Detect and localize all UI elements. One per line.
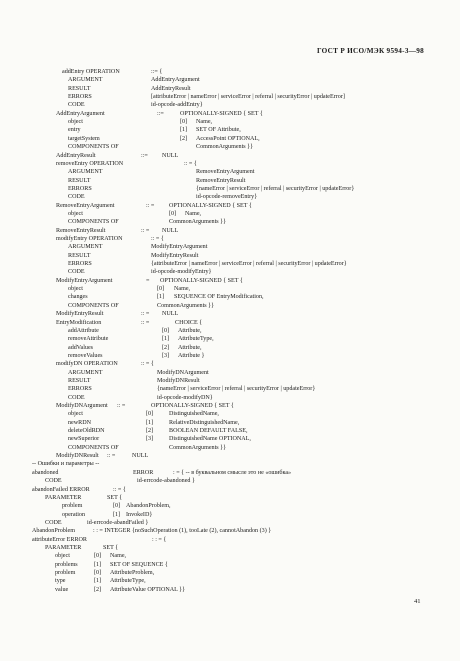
listing-token: CODE [68,394,85,401]
listing-token: id-opcode-addEntry} [151,102,203,109]
listing-token: SET { [107,494,123,501]
listing-token: CODE [68,269,85,276]
listing-token: CommonArguments }} [169,444,227,451]
listing-token: AddEntryArgument [151,77,200,84]
listing-token: object [55,553,70,560]
listing-token: operation [62,511,86,518]
listing-token: NULL [162,227,179,234]
standard-header: ГОСТ Р ИСО/МЭК 9594-3—98 [316,47,424,55]
listing-token: PARAMETER [45,545,82,551]
listing-token: [2] [162,344,170,351]
listing-token: : = { -- в буквальном смысле это не «ошибка» [173,469,292,476]
listing-token: Attribute, [178,344,202,351]
listing-token: :: = [141,319,150,326]
listing-token: AbandonProblem [32,528,75,535]
listing-token: ERRORS [68,386,92,393]
listing-token: newRDN [68,419,92,426]
listing-token: object [68,119,83,126]
listing-token: [0] [94,553,102,560]
listing-token: RESULT [68,177,91,184]
listing-token: abandoned [32,469,59,476]
listing-token: COMPONENTS OF [68,302,119,309]
listing-token: [0] [162,327,170,334]
listing-token: NULL [132,453,149,460]
listing-token: EntryModification [56,319,102,326]
listing-token: removeEntry OPERATION [56,160,124,167]
listing-token: newSuperior [68,436,100,443]
listing-token: CommonArguments }} [196,144,254,151]
listing-token: id-errcode-abandoned } [137,478,195,485]
listing-token: [1] [162,336,170,343]
listing-token: AddEntryResult [56,152,96,159]
listing-token: [1] [94,578,102,585]
listing-token: Name, [196,119,213,126]
listing-token: OPTIONALLY-SIGNED { SET { [151,403,234,409]
listing-token: DistinguishedName, [169,411,219,418]
listing-token: {attributeError | nameError | serviceError | referral | securityError | updateError} [151,261,347,267]
listing-token: OPTIONALLY-SIGNED { SET { [169,202,252,209]
listing-token: [0] [169,210,177,217]
listing-token: [0] [157,286,165,293]
listing-token: SET OF Attribute, [196,127,241,134]
listing-token: targetSystem [68,135,100,142]
listing-token: RemoveEntryResult [56,227,106,234]
listing-token: Name, [185,210,202,217]
listing-token: addEntry OPERATION [62,69,120,75]
listing-token: ARGUMENT [68,77,103,84]
listing-token: object [68,210,83,217]
listing-token: AttributeValue OPTIONAL }} [110,586,186,593]
listing-token: COMPONENTS OF [68,219,119,226]
listing-token: deleteOldRDN [68,428,105,435]
listing-token: AccessPoint OPTIONAL, [196,135,260,142]
listing-token: CODE [45,478,62,485]
listing-token: type [55,578,66,585]
listing-token: object [68,286,83,293]
listing-token: attributeError ERROR [32,536,88,543]
listing-token: id-opcode-modifyDN} [157,394,213,401]
listing-token: {nameError | serviceError | referral | securityError | updateError} [196,185,355,192]
listing-token: ::= { [151,69,163,75]
listing-token: ::= [141,152,148,159]
listing-token: CommonArguments }} [157,302,215,309]
listing-token: problems [55,561,78,568]
listing-token: [1] [157,294,165,301]
listing-token: ModifyEntryResult [151,252,199,259]
listing-token: RelativeDistinguishedName, [169,419,240,426]
listing-token: :: = [146,202,155,209]
listing-token: AttributeType, [110,578,146,585]
listing-token: id-opcode-modifyEntry} [151,269,212,276]
listing-token: AttributeProblem, [110,570,155,576]
listing-token: Name, [110,553,127,560]
listing-token: [3] [162,352,170,359]
listing-token: :: = { [113,486,126,493]
listing-token: Attribute } [178,352,205,359]
listing-token: :: = { [184,160,197,167]
listing-token: SET OF SEQUENCE { [110,561,168,568]
listing-token: COMPONENTS OF [68,444,119,451]
listing-token: :: = [107,453,116,460]
listing-token: ::= [157,110,164,117]
listing-token: SET { [103,545,119,551]
listing-token: ERROR [133,469,154,476]
listing-token: ERRORS [68,185,92,192]
listing-token: [2] [146,428,154,435]
listing-token: COMPONENTS OF [68,144,119,151]
listing-token: modifyEntry OPERATION [56,236,123,242]
listing-token: RemoveEntryArgument [196,169,255,176]
listing-token: modifyDN OPERATION [56,361,118,368]
listing-token: CODE [45,519,62,526]
listing-token: ModifyDNResult [157,377,200,384]
listing-token: ERRORS [68,94,92,100]
listing-token: removeValues [68,352,103,359]
listing-token: [3] [146,436,154,443]
listing-token: [0] [113,503,121,510]
listing-token: entry [68,127,81,134]
listing-token: ModifyDNResult [56,453,99,460]
listing-token: ModifyDNArgument [56,403,108,409]
listing-token: :: = { [151,236,164,242]
listing-token: :: = [141,311,150,318]
listing-token: ModifyEntryArgument [56,277,113,284]
listing-token: id-opcode-removeEntry} [196,194,258,201]
listing-token: Name, [174,286,191,293]
listing-token: RESULT [68,377,91,384]
listing-token: DistinguishedName OPTIONAL, [169,436,251,443]
listing-token: removeAttribute [68,336,109,343]
listing-token: problem [62,503,83,510]
listing-token: CHOICE { [175,319,203,326]
listing-token: addAttribute [68,327,99,334]
page-number: 41 [414,598,421,605]
listing-token: -- Ошибки и параметры -- [32,461,100,468]
listing-token: CODE [68,194,85,201]
listing-token: BOOLEAN DEFAULT FALSE, [169,428,248,435]
listing-token: AttributeType, [178,336,214,343]
listing-token: [1] [94,561,102,568]
listing-token: id-errcode-abandFailed } [87,519,149,526]
listing-token: AddEntryArgument [56,110,105,117]
listing-token: [0] [180,119,188,126]
listing-token: = [146,277,150,284]
listing-token: object [68,411,83,418]
listing-token: [1] [180,127,188,134]
listing-token: InvokeID} [126,511,153,518]
listing-token: :: = { [141,361,154,368]
listing-token: [1] [146,419,154,426]
listing-token: OPTIONALLY-SIGNED { SET { [180,110,263,117]
listing-token: problem [55,570,76,576]
listing-token: [2] [180,135,188,142]
listing-token: : : = { [152,536,167,543]
listing-token: RemoveEntryResult [196,177,246,184]
listing-token: [0] [146,411,154,418]
listing-token: SEQUENCE OF EntryModification, [174,294,264,301]
listing-token: ModifyEntryResult [56,311,104,318]
listing-token: ModifyDNArgument [157,369,209,376]
listing-token: [0] [94,570,102,576]
listing-token: :: = [117,403,126,409]
listing-token: NULL [162,152,179,159]
listing-token: NULL [162,311,179,318]
listing-token: PARAMETER [45,494,82,501]
listing-token: changes [68,294,88,301]
listing-token: ARGUMENT [68,244,103,251]
listing-token: RESULT [68,252,91,259]
listing-token: RemoveEntryArgument [56,202,115,209]
listing-token: {nameError | serviceError | referral | securityError | updateError} [157,386,316,393]
listing-token: addValues [68,344,94,351]
listing-token: : : = INTEGER {noSuchOperation (1), tooLate (2), cannotAbandon (3) } [93,528,272,535]
listing-token: AbandonProblem, [126,503,171,510]
listing-token: value [55,586,69,593]
listing-token: [2] [94,586,102,593]
listing-token: OPTIONALLY-SIGNED { SET { [160,277,243,284]
listing-token: abandonFailed ERROR [32,486,90,493]
listing-token: CODE [68,102,85,109]
listing-token: ERRORS [68,261,92,267]
listing-token: [attributeError | nameError | serviceError | referral | securityError | updateError] [151,94,345,100]
listing-token: ARGUMENT [68,369,103,376]
listing-token: AddEntryResult [151,85,191,92]
listing-token: ModifyEntryArgument [151,244,208,251]
listing-token: [1] [113,511,121,518]
listing-token: ARGUMENT [68,169,103,176]
listing-token: :: = [141,227,150,234]
listing-token: CommonArguments }} [169,219,227,226]
listing-token: Attribute, [178,327,202,334]
listing-token: RESULT [68,85,91,92]
